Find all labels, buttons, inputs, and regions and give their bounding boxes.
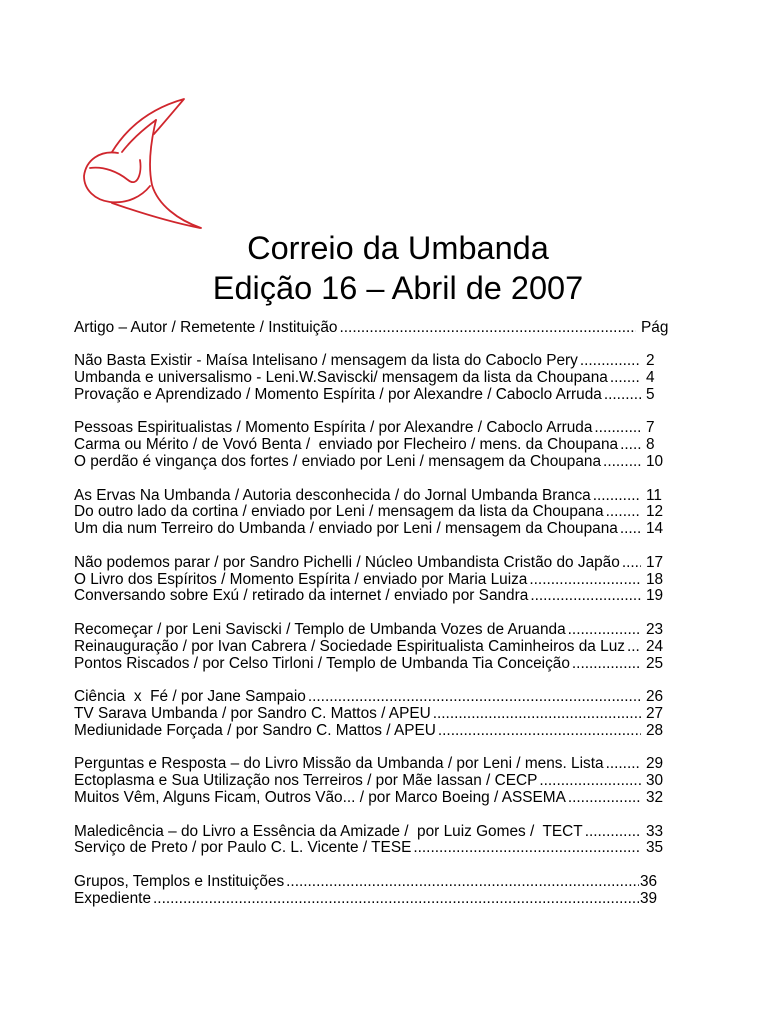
toc-entry-title: O perdão é vingança dos fortes / enviado por Leni / mensagem da Choupana	[74, 452, 602, 470]
toc-entry	[74, 454, 668, 471]
toc-entry-title: As Ervas Na Umbanda / Autoria desconhecida / do Jornal Umbanda Branca	[74, 486, 591, 504]
toc-entry	[74, 387, 668, 404]
toc-entry-title: O Livro dos Espíritos / Momento Espírita / enviado por Maria Luiza	[74, 570, 528, 588]
dot-leader	[625, 639, 641, 656]
toc-entry-title: Muitos Vêm, Alguns Ficam, Outros Vão... / por Marco Boeing / ASSEMA	[74, 788, 566, 806]
toc-entry-title: Grupos, Templos e Instituições	[74, 872, 285, 890]
toc-page-number: 29	[646, 755, 664, 773]
toc-entry-title: Provação e Aprendizado / Momento Espírita / por Alexandre / Caboclo Arruda	[74, 385, 602, 403]
toc-entry	[74, 723, 668, 740]
toc-entry-title: Conversando sobre Exú / retirado da internet / enviado por Sandra	[74, 587, 529, 605]
toc-group	[74, 824, 668, 858]
toc-entry-title: Recomeçar / por Leni Saviscki / Templo de Umbanda Vozes de Aruanda	[74, 620, 566, 638]
dot-leader	[620, 555, 641, 572]
toc-page-number: 19	[646, 587, 664, 605]
toc-page-number: 7	[646, 419, 655, 437]
toc-entry	[74, 689, 668, 706]
toc-group	[74, 420, 668, 470]
dot-leader	[591, 488, 641, 505]
toc-page-number: 4	[646, 368, 655, 386]
dove-logo	[75, 92, 210, 234]
toc-entry	[74, 756, 668, 773]
toc-entry	[74, 790, 668, 807]
dove-head	[90, 160, 141, 182]
toc-entry	[74, 555, 668, 572]
toc-entry	[74, 706, 668, 723]
dot-leader	[601, 454, 641, 471]
toc-group	[74, 874, 668, 908]
document-title	[198, 228, 598, 308]
dot-leader	[604, 756, 641, 773]
toc-page-number: 26	[646, 688, 664, 706]
dove-neck-tail	[150, 120, 201, 228]
toc-heading-label: Artigo – Autor / Remetente / Instituição	[74, 318, 338, 336]
dot-leader	[411, 840, 641, 857]
toc-page-number: 10	[646, 452, 664, 470]
toc-page-number: 18	[646, 570, 664, 588]
toc-entry-title: Expediente	[74, 889, 152, 907]
toc-page-number: 8	[646, 436, 655, 454]
toc-entry	[74, 639, 668, 656]
toc-entry-title: Pessoas Espiritualistas / Momento Espírita / por Alexandre / Caboclo Arruda	[74, 419, 593, 437]
dot-leader	[592, 420, 641, 437]
toc-entry-title: Carma ou Mérito / de Vovó Benta / enviado por Flecheiro / mens. da Choupana	[74, 436, 619, 454]
toc-page-number: 35	[646, 839, 664, 857]
toc-entry-title: Serviço de Preto / por Paulo C. L. Vicente / TESE	[74, 839, 412, 857]
toc-entry-title: Perguntas e Resposta – do Livro Missão da Umbanda / por Leni / mens. Lista	[74, 755, 604, 773]
toc-group	[74, 555, 668, 605]
toc-entry-title: Umbanda e universalismo - Leni.W.Saviscki/ mensagem da lista da Choupana	[74, 368, 608, 386]
dot-leader	[578, 353, 641, 370]
toc-page-number: 28	[646, 721, 664, 739]
toc-page-number: 24	[646, 637, 664, 655]
toc-page-number: 12	[646, 503, 664, 521]
dot-leader	[431, 706, 641, 723]
toc-entry-title: Não podemos parar / por Sandro Pichelli / Núcleo Umbandista Cristão do Japão	[74, 553, 620, 571]
toc-group	[74, 353, 668, 403]
toc-entry-title: Reinauguração / por Ivan Cabrera / Sociedade Espiritualista Caminheiros da Luz	[74, 637, 625, 655]
dot-leader	[583, 824, 641, 841]
toc-entry	[74, 891, 657, 908]
toc-heading-page-label: Pág	[641, 318, 669, 336]
toc-entry-title: Pontos Riscados / por Celso Tirloni / Templo de Umbanda Tia Conceição	[74, 654, 570, 672]
toc-group	[74, 488, 668, 538]
toc-entry-title: Não Basta Existir - Maísa Intelisano / mensagem da lista do Caboclo Pery	[74, 352, 578, 370]
toc-page-number: 17	[646, 553, 664, 571]
toc-entry	[74, 437, 668, 454]
toc-page-number: 32	[646, 788, 664, 806]
toc-page-number: 25	[646, 654, 664, 672]
toc-entry	[74, 622, 668, 639]
title-line-2: Edição 16 – Abril de 2007	[212, 270, 584, 306]
dot-leader	[608, 370, 641, 387]
toc-entry	[74, 824, 668, 841]
toc-entry-title: Do outro lado da cortina / enviado por Leni / mensagem da lista da Choupana	[74, 503, 604, 521]
dot-leader	[436, 723, 641, 740]
dot-leader	[284, 874, 639, 891]
toc-page-number: 36	[640, 872, 658, 890]
toc-entry-title: Ectoplasma e Sua Utilização nos Terreiros / por Mãe Iassan / CECP	[74, 772, 538, 790]
dot-leader	[604, 504, 641, 521]
dove-tail-lower	[112, 203, 200, 228]
toc-entry-title: Um dia num Terreiro do Umbanda / enviado por Leni / mensagem da Choupana	[74, 520, 618, 538]
toc-page-number: 2	[646, 352, 655, 370]
toc-entry	[74, 370, 668, 387]
toc-page-number: 11	[646, 486, 662, 504]
dot-leader	[537, 773, 641, 790]
dot-leader	[566, 790, 641, 807]
toc-entry	[74, 840, 668, 857]
table-of-contents	[74, 320, 668, 908]
toc-entry	[74, 572, 668, 589]
toc-entry	[74, 656, 668, 673]
dot-leader	[306, 689, 641, 706]
dot-leader	[527, 572, 641, 589]
toc-group	[74, 622, 668, 672]
toc-entry-title: Ciência x Fé / por Jane Sampaio	[74, 688, 306, 706]
toc-page-number: 14	[646, 520, 664, 538]
toc-entry	[74, 420, 668, 437]
toc-page-number: 39	[640, 889, 658, 907]
dot-leader	[570, 656, 641, 673]
dot-leader	[566, 622, 641, 639]
toc-entry-title: Maledicência – do Livro a Essência da Amizade / por Luiz Gomes / TECT	[74, 822, 583, 840]
dot-leader	[618, 437, 641, 454]
toc-group	[74, 756, 668, 806]
toc-page-number: 27	[646, 704, 664, 722]
toc-entry-title: TV Sarava Umbanda / por Sandro C. Mattos / APEU	[74, 704, 431, 722]
dot-leader	[338, 320, 637, 337]
toc-entry	[74, 773, 668, 790]
dot-leader	[528, 588, 641, 605]
toc-page-number: 30	[646, 772, 664, 790]
toc-entry	[74, 353, 668, 370]
toc-entry	[74, 521, 668, 538]
toc-entry	[74, 588, 668, 605]
title-line-1: Correio da Umbanda	[247, 230, 549, 266]
toc-page-number: 23	[646, 620, 664, 638]
toc-entry	[74, 874, 657, 891]
toc-heading	[74, 320, 668, 337]
dot-leader	[602, 387, 641, 404]
dot-leader	[618, 521, 641, 538]
toc-entry-title: Mediunidade Forçada / por Sandro C. Mattos / APEU	[74, 721, 436, 739]
toc-page-number: 33	[646, 822, 664, 840]
toc-group	[74, 689, 668, 739]
toc-entry	[74, 504, 668, 521]
dot-leader	[151, 891, 639, 908]
toc-entry	[74, 488, 668, 505]
toc-page-number: 5	[646, 385, 655, 403]
